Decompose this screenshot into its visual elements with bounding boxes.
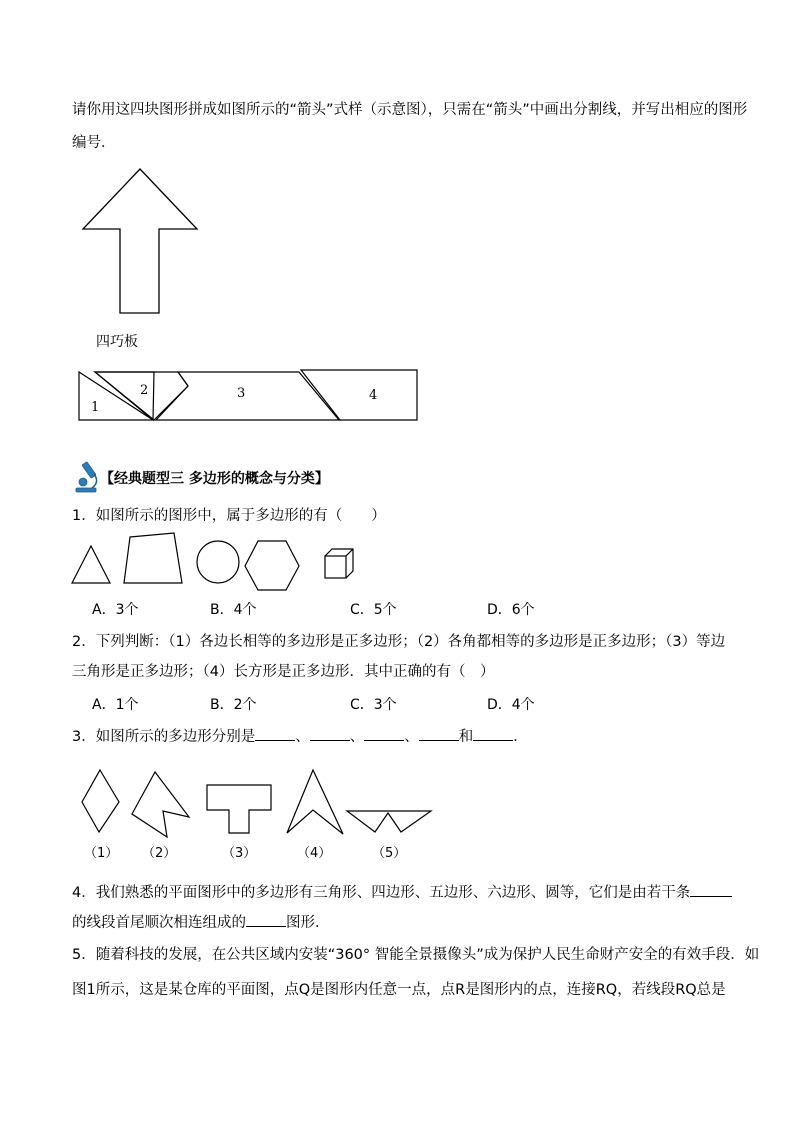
q3-end: ． xyxy=(513,729,528,745)
answer-blank-q4-2[interactable] xyxy=(246,912,286,927)
answer-blank-5[interactable] xyxy=(473,726,513,741)
q3-label-4: （4） xyxy=(297,846,332,861)
q5-line-1: 5．随着科技的发展，在公共区域内安装“360° 智能全景摄像头”成为保护人民生命财产安全的有效手段．如 xyxy=(72,947,760,963)
q3-and: 和 xyxy=(458,729,474,745)
q2-option-d: D．4个 xyxy=(487,697,535,713)
q3-label-5: （5） xyxy=(372,846,407,861)
answer-blank-4[interactable] xyxy=(419,726,459,741)
q4-line-2-end: 图形． xyxy=(286,915,330,931)
q3-separator: 、 xyxy=(349,729,365,745)
q2-option-b: B．2个 xyxy=(210,697,257,713)
q5-line-2: 图1所示，这是某仓库的平面图，点Q是图形内任意一点，点R是图形内的点，连接RQ，若线段RQ总是 xyxy=(72,982,726,998)
q4-line-1-text: 4．我们熟悉的平面图形中的多边形有三角形、四边形、五边形、六边形、圆等，它们是由若干条 xyxy=(72,885,691,901)
q1-stem: 1．如图所示的图形中，属于多边形的有（ ） xyxy=(72,508,386,524)
q2-option-c: C．3个 xyxy=(350,697,397,713)
q1-option-a: A．3个 xyxy=(92,602,139,618)
q4-line-1 xyxy=(72,882,732,903)
q3-stem xyxy=(72,726,528,747)
q1-option-c: C．5个 xyxy=(350,602,397,618)
tangram-label-1: 1 xyxy=(91,400,100,415)
q4-line-2-start: 的线段首尾顺次相连组成的 xyxy=(72,915,246,931)
tangram-label-4: 4 xyxy=(369,388,378,403)
tangram-label-2: 2 xyxy=(140,383,149,398)
answer-blank-3[interactable] xyxy=(364,726,404,741)
q3-separator: 、 xyxy=(295,729,310,745)
q3-label-3: （3） xyxy=(222,846,257,861)
intro-line-2: 编号． xyxy=(72,135,116,151)
tangram-caption: 四巧板 xyxy=(96,334,138,350)
q2-option-a: A．1个 xyxy=(92,697,139,713)
tangram-label-3: 3 xyxy=(237,386,246,401)
answer-blank-2[interactable] xyxy=(310,726,350,741)
intro-line-1: 请你用这四块图形拼成如图所示的“箭头”式样（示意图），只需在“箭头”中画出分割线，并写出相应的图形 xyxy=(72,102,748,118)
q3-label-2: （2） xyxy=(142,846,177,861)
q4-line-2 xyxy=(72,912,330,933)
q1-option-b: B．4个 xyxy=(210,602,257,618)
answer-blank-q4-1[interactable] xyxy=(690,882,732,897)
section-title: 【经典题型三 多边形的概念与分类】 xyxy=(100,471,329,487)
q3-stem-text: 3．如图所示的多边形分别是 xyxy=(72,729,256,745)
q3-separator: 、 xyxy=(404,729,419,745)
q2-line-2: 三角形是正多边形；（4）长方形是正多边形．其中正确的有（ ） xyxy=(72,664,495,680)
answer-blank-1[interactable] xyxy=(255,726,295,741)
q1-option-d: D．6个 xyxy=(487,602,535,618)
q3-label-1: （1） xyxy=(84,846,119,861)
q2-line-1: 2．下列判断：（1）各边长相等的多边形是正多边形；（2）各角都相等的多边形是正多边形；（3）等边 xyxy=(72,634,726,650)
